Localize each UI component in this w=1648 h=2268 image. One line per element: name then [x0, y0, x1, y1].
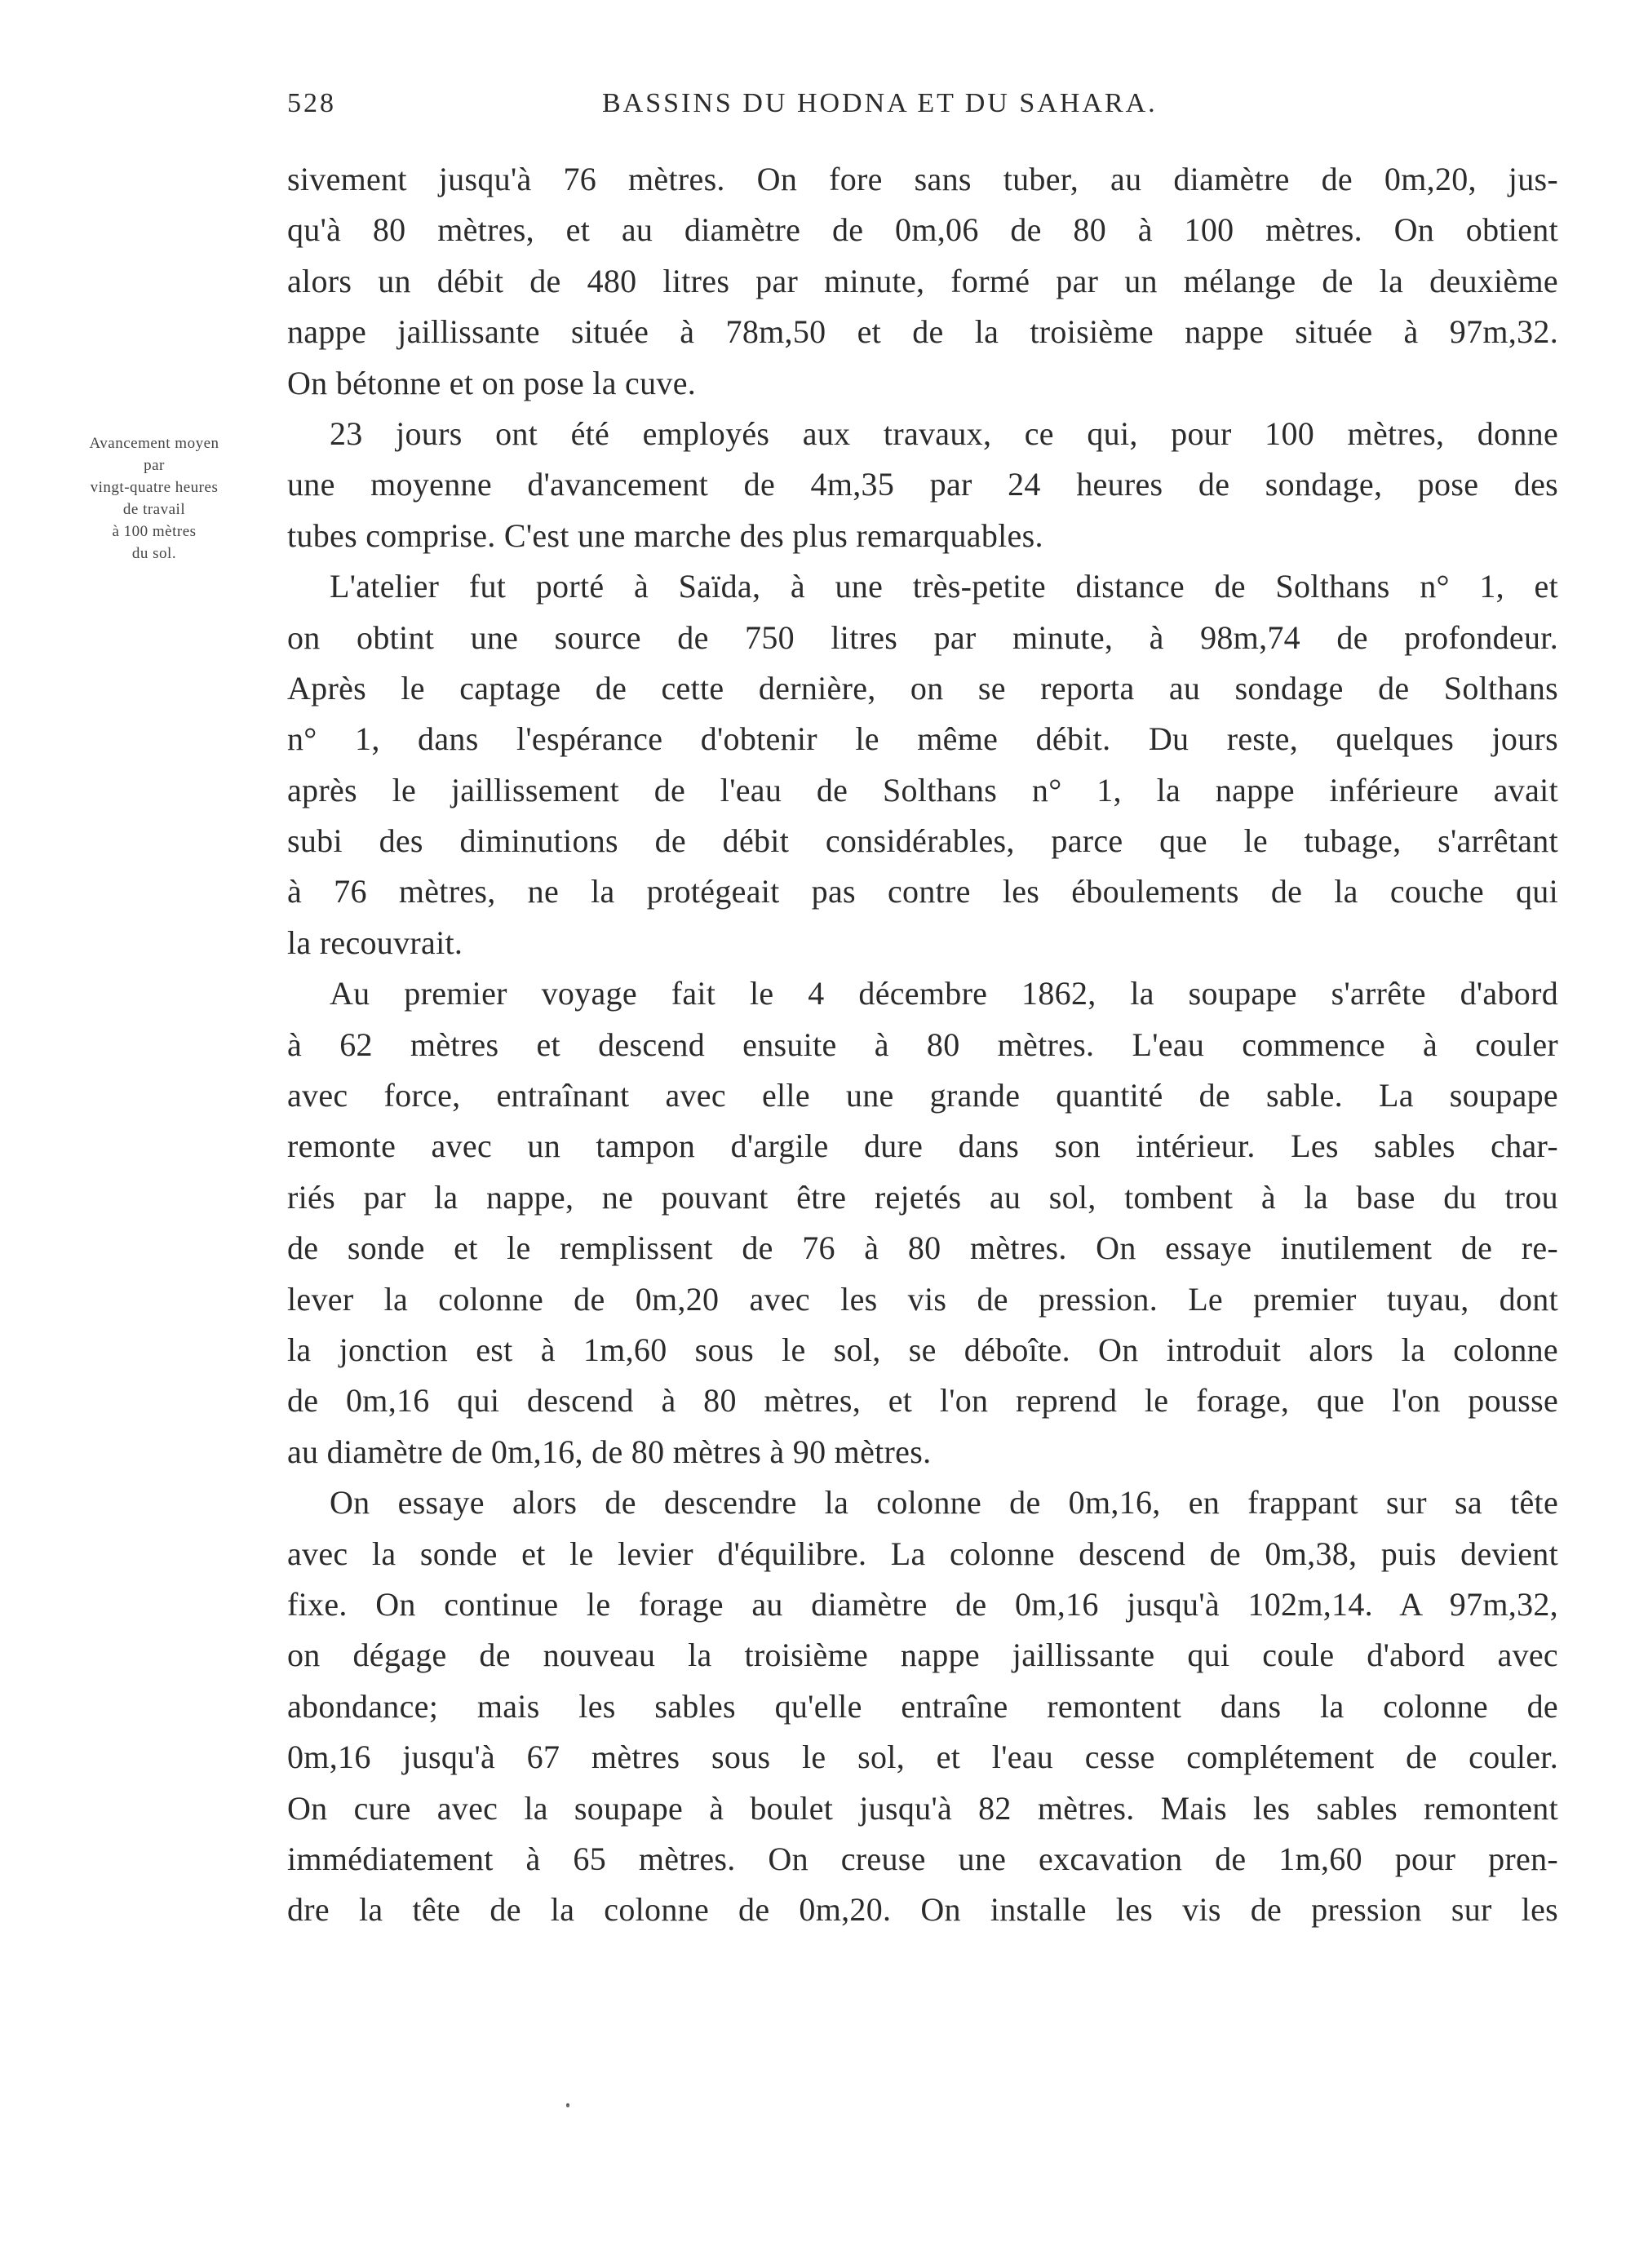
text-line: à 76 mètres, ne la protégeait pas contre les éboulements de la couche qui: [287, 873, 1558, 910]
margin-note-line: du sol.: [131, 545, 177, 562]
text-line: 0m,16 jusqu'à 67 mètres sous le sol, et l'eau cesse complétement de couler.: [287, 1739, 1558, 1776]
margin-note-line: vingt-quatre heures: [90, 479, 219, 496]
text-line: L'atelier fut porté à Saïda, à une très-petite distance de Solthans n° 1, et: [330, 568, 1558, 605]
text-line: 23 jours ont été employés aux travaux, ce qui, pour 100 mètres, donne: [330, 414, 1558, 452]
print-speck: [566, 2103, 569, 2107]
text-line: de 0m,16 qui descend à 80 mètres, et l'on reprend le forage, que l'on pousse: [287, 1382, 1558, 1420]
margin-note-line: par: [144, 457, 165, 474]
text-line: à 62 mètres et descend ensuite à 80 mètres. L'eau commence à couler: [287, 1025, 1558, 1063]
text-line: On essaye alors de descendre la colonne de 0m,16, en frappant sur sa tête: [330, 1484, 1558, 1522]
margin-note-line: de travail: [122, 501, 186, 518]
text-line: on obtint une source de 750 litres par minute, à 98m,74 de profondeur.: [287, 618, 1558, 656]
text-line: la recouvrait.: [287, 924, 463, 961]
text-line: nappe jaillissante située à 78m,50 et de la troisième nappe située à 97m,32.: [287, 313, 1558, 351]
text-line: n° 1, dans l'espérance d'obtenir le même débit. Du reste, quelques jours: [287, 720, 1558, 758]
text-line: On bétonne et on pose la cuve.: [287, 364, 697, 401]
text-line: la jonction est à 1m,60 sous le sol, se déboîte. On introduit alors la colonne: [287, 1331, 1558, 1368]
text-line: avec force, entraînant avec elle une grande quantité de sable. La soupape: [287, 1077, 1558, 1114]
text-line: qu'à 80 mètres, et au diamètre de 0m,06 de 80 à 100 mètres. On obtient: [287, 211, 1558, 249]
text-line: on dégage de nouveau la troisième nappe jaillissante qui coule d'abord avec: [287, 1637, 1558, 1674]
text-line: abondance; mais les sables qu'elle entraîne remontent dans la colonne de: [287, 1687, 1558, 1725]
page-header: [287, 88, 1535, 129]
text-line: riés par la nappe, ne pouvant être rejetés au sol, tombent à la base du trou: [287, 1178, 1558, 1216]
margin-note-line: Avancement moyen: [89, 435, 219, 452]
margin-note: [47, 432, 261, 565]
text-line: Au premier voyage fait le 4 décembre 1862, la soupape s'arrête d'abord: [330, 975, 1558, 1012]
text-line: après le jaillissement de l'eau de Solthans n° 1, la nappe inférieure avait: [287, 771, 1558, 808]
text-line: de sonde et le remplissent de 76 à 80 mètres. On essaye inutilement de re-: [287, 1229, 1558, 1267]
text-line: immédiatement à 65 mètres. On creuse une excavation de 1m,60 pour pren-: [287, 1840, 1558, 1877]
text-line: au diamètre de 0m,16, de 80 mètres à 90 mètres.: [287, 1433, 932, 1470]
text-line: dre la tête de la colonne de 0m,20. On installe les vis de pression sur les: [287, 1891, 1558, 1929]
text-line: une moyenne d'avancement de 4m,35 par 24 heures de sondage, pose des: [287, 466, 1558, 503]
text-line: remonte avec un tampon d'argile dure dans son intérieur. Les sables char-: [287, 1127, 1558, 1165]
text-line: sivement jusqu'à 76 mètres. On fore sans tuber, au diamètre de 0m,20, jus-: [287, 161, 1558, 197]
text-line: alors un débit de 480 litres par minute, formé par un mélange de la deuxième: [287, 262, 1558, 299]
text-line: avec la sonde et le levier d'équilibre. La colonne descend de 0m,38, puis devient: [287, 1535, 1558, 1572]
text-line: tubes comprise. C'est une marche des plus remarquables.: [287, 516, 1043, 554]
text-line: fixe. On continue le forage au diamètre de 0m,16 jusqu'à 102m,14. A 97m,32,: [287, 1585, 1558, 1623]
text-line: lever la colonne de 0m,20 avec les vis de pression. Le premier tuyau, dont: [287, 1280, 1558, 1318]
margin-note-line: à 100 mètres: [112, 523, 197, 540]
running-title: BASSINS DU HODNA ET DU SAHARA.: [602, 88, 1158, 118]
text-line: subi des diminutions de débit considérables, parce que le tubage, s'arrêtant: [287, 822, 1558, 860]
page-number: 528: [287, 88, 336, 118]
text-line: On cure avec la soupape à boulet jusqu'à 82 mètres. Mais les sables remontent: [287, 1789, 1558, 1827]
body-text: [287, 154, 1558, 1936]
text-line: Après le captage de cette dernière, on se reporta au sondage de Solthans: [287, 669, 1558, 707]
